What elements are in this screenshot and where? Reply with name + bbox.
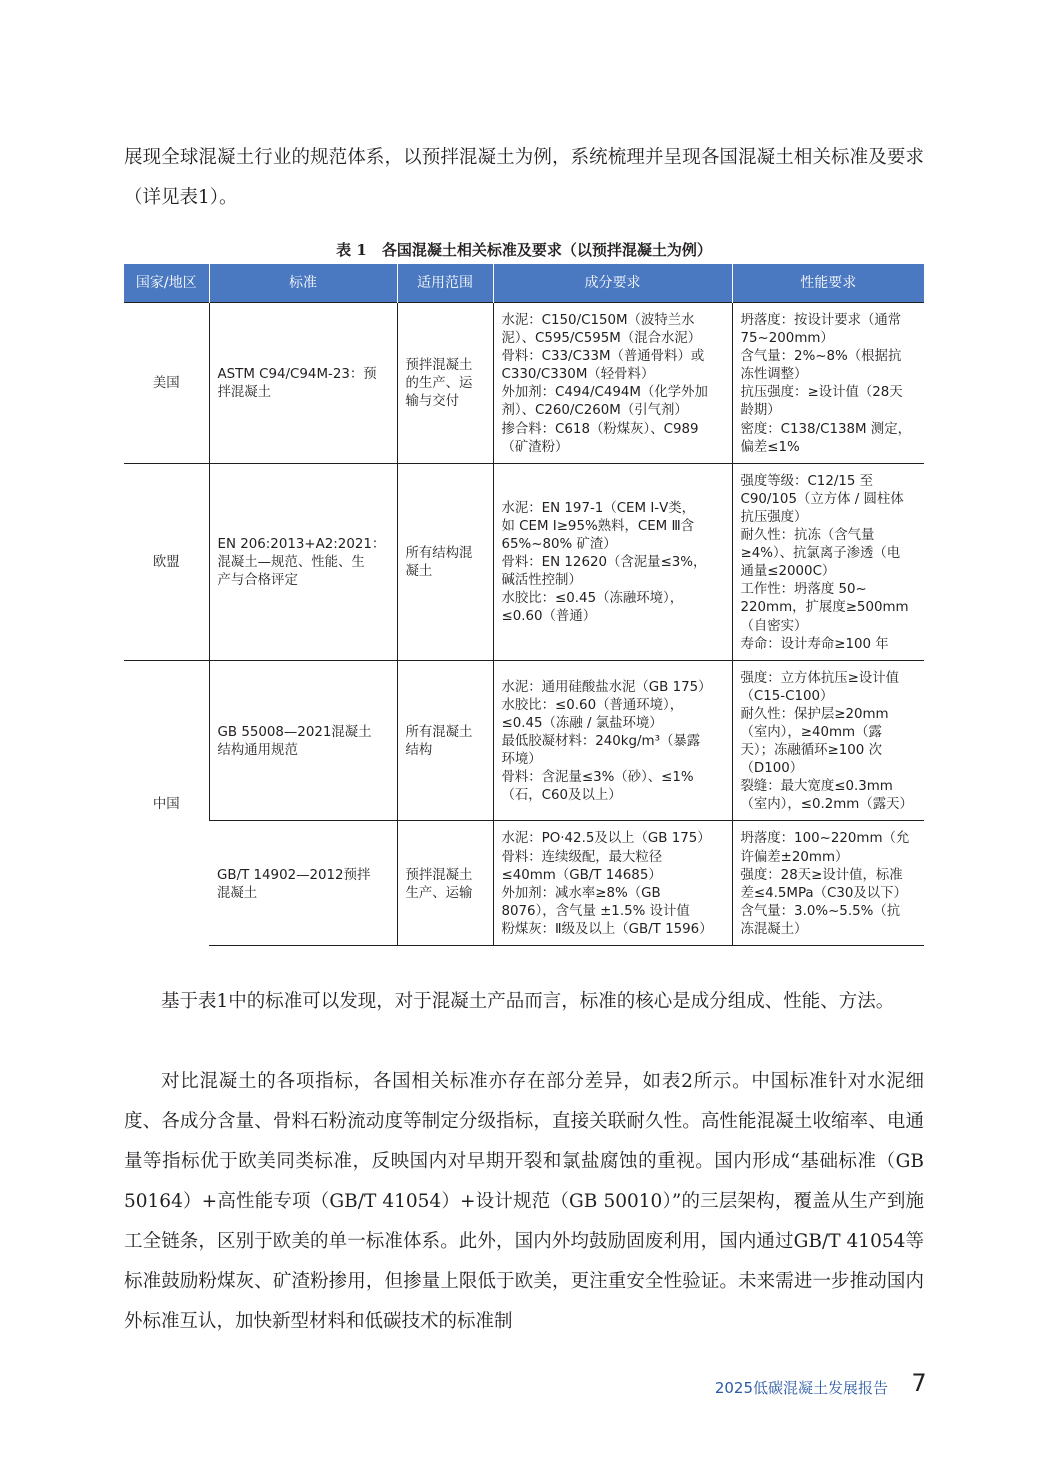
header-scope: 适用范围 xyxy=(397,264,493,303)
header-composition: 成分要求 xyxy=(493,264,732,303)
scope-usa: 预拌混凝土 的生产、运 输与交付 xyxy=(397,303,493,464)
country-usa: 美国 xyxy=(124,303,209,464)
performance-china-1: 强度：立方体抗压≥设计值 （C15-C100） 耐久性：保护层≥20mm （室内），≥40mm（露 天）；冻融循环≥100 次 （D100） 裂缝：最大宽度≤0.3mm （室内），≤0.2mm（露天） xyxy=(732,660,924,821)
composition-usa: 水泥：C150/C150M（波特兰水 泥）、C595/C595M（混合水泥） 骨料：C33/C33M（普通骨料）或 C330/C330M（轻骨料） 外加剂：C494/C494M（化学外加 剂）、C260/C260M（引气剂） 掺合料：C618（粉煤灰）、C989 （矿渣粉） xyxy=(493,303,732,464)
standard-usa: ASTM C94/C94M-23：预拌混凝土 xyxy=(209,303,397,464)
paragraph-3: 对比混凝土的各项指标，各国相关标准亦存在部分差异，如表2所示。中国标准针对水泥细度、各成分含量、骨料石粉流动度等制定分级指标，直接关联耐久性。高性能混凝土收缩率、电通量等指标优于欧美同类标准，反映国内对早期开裂和氯盐腐蚀的重视。国内形成“基础标准（GB 50164）+高性能专项（GB/T 41054）+设计规范（GB 50010）”的三层架构，覆盖从生产到施工全链条，区别于欧美的单一标准体系。此外，国内外均鼓励固废利用，国内通过GB/T 41054等标准鼓励粉煤灰、矿渣粉掺用，但掺量上限低于欧美，更注重安全性验证。未来需进一步推动国内外标准互认，加快新型材料和低碳技术的标准制 xyxy=(124,1071,924,1332)
composition-china-1: 水泥：通用硅酸盐水泥（GB 175） 水胶比：≤0.60（普通环境）， ≤0.45（冻融 / 氯盐环境） 最低胶凝材料：240kg/m³（暴露 环境） 骨料：含泥量≤3%（砂）、≤1% （石，C60及以上） xyxy=(493,660,732,821)
table-row-usa xyxy=(124,303,924,464)
header-country: 国家/地区 xyxy=(124,264,209,303)
standard-china-2: GB/T 14902—2012预拌 混凝土 xyxy=(209,821,397,946)
footer-report-title: 2025低碳混凝土发展报告 xyxy=(714,1379,888,1397)
table-row-eu xyxy=(124,463,924,660)
standard-china-1: GB 55008—2021混凝土 结构通用规范 xyxy=(209,660,397,821)
intro-paragraph: 展现全球混凝土行业的规范体系，以预拌混凝土为例，系统梳理并呈现各国混凝土相关标准及要求（详见表1）。 xyxy=(124,147,924,208)
performance-china-2: 坍落度：100~220mm（允 许偏差±20mm） 强度：28天≥设计值，标准 差≤4.5MPa（C30及以下） 含气量：3.0%~5.5%（抗 冻混凝土） xyxy=(732,821,924,946)
composition-china-2: 水泥：PO·42.5及以上（GB 175） 骨料：连续级配，最大粒径 ≤40mm（GB/T 14685） 外加剂：减水率≥8%（GB 8076），含气量 ±1.5% 设计值 粉煤灰：Ⅱ级及以上（GB/T 1596） xyxy=(493,821,732,946)
country-china: 中国 xyxy=(124,660,209,945)
standards-table xyxy=(124,264,924,946)
paragraph-2: 基于表1中的标准可以发现，对于混凝土产品而言，标准的核心是成分组成、性能、方法。 xyxy=(161,991,895,1012)
table-header-row xyxy=(124,264,924,303)
scope-china-1: 所有混凝土 结构 xyxy=(397,660,493,821)
table-row-china-1 xyxy=(124,660,924,821)
page-number: 7 xyxy=(911,1369,927,1397)
country-eu: 欧盟 xyxy=(124,463,209,660)
header-performance: 性能要求 xyxy=(732,264,924,303)
header-standard: 标准 xyxy=(209,264,397,303)
composition-eu: 水泥：EN 197-1（CEM Ⅰ-Ⅴ类， 如 CEM Ⅰ≥95%熟料，CEM Ⅲ含 65%~80% 矿渣） 骨料：EN 12620（含泥量≤3%， 碱活性控制） 水胶比：≤0.45（冻融环境）， ≤0.60（普通） xyxy=(493,463,732,660)
table-row-china-2 xyxy=(124,821,924,946)
scope-eu: 所有结构混 凝土 xyxy=(397,463,493,660)
scope-china-2: 预拌混凝土 生产、运输 xyxy=(397,821,493,946)
table-caption: 表 1 各国混凝土相关标准及要求（以预拌混凝土为例） xyxy=(336,241,712,259)
performance-usa: 坍落度：按设计要求（通常 75~200mm） 含气量：2%~8%（根据抗 冻性调整） 抗压强度：≥设计值（28天 龄期） 密度：C138/C138M 测定， 偏差≤1% xyxy=(732,303,924,464)
standard-eu: EN 206:2013+A2:2021： 混凝土—规范、性能、生 产与合格评定 xyxy=(209,463,397,660)
performance-eu: 强度等级：C12/15 至 C90/105（立方体 / 圆柱体 抗压强度） 耐久性：抗冻（含气量 ≥4%）、抗氯离子渗透（电 通量≤2000C） 工作性：坍落度 50~ 220mm，扩展度≥500mm （自密实） 寿命：设计寿命≥100 年 xyxy=(732,463,924,660)
